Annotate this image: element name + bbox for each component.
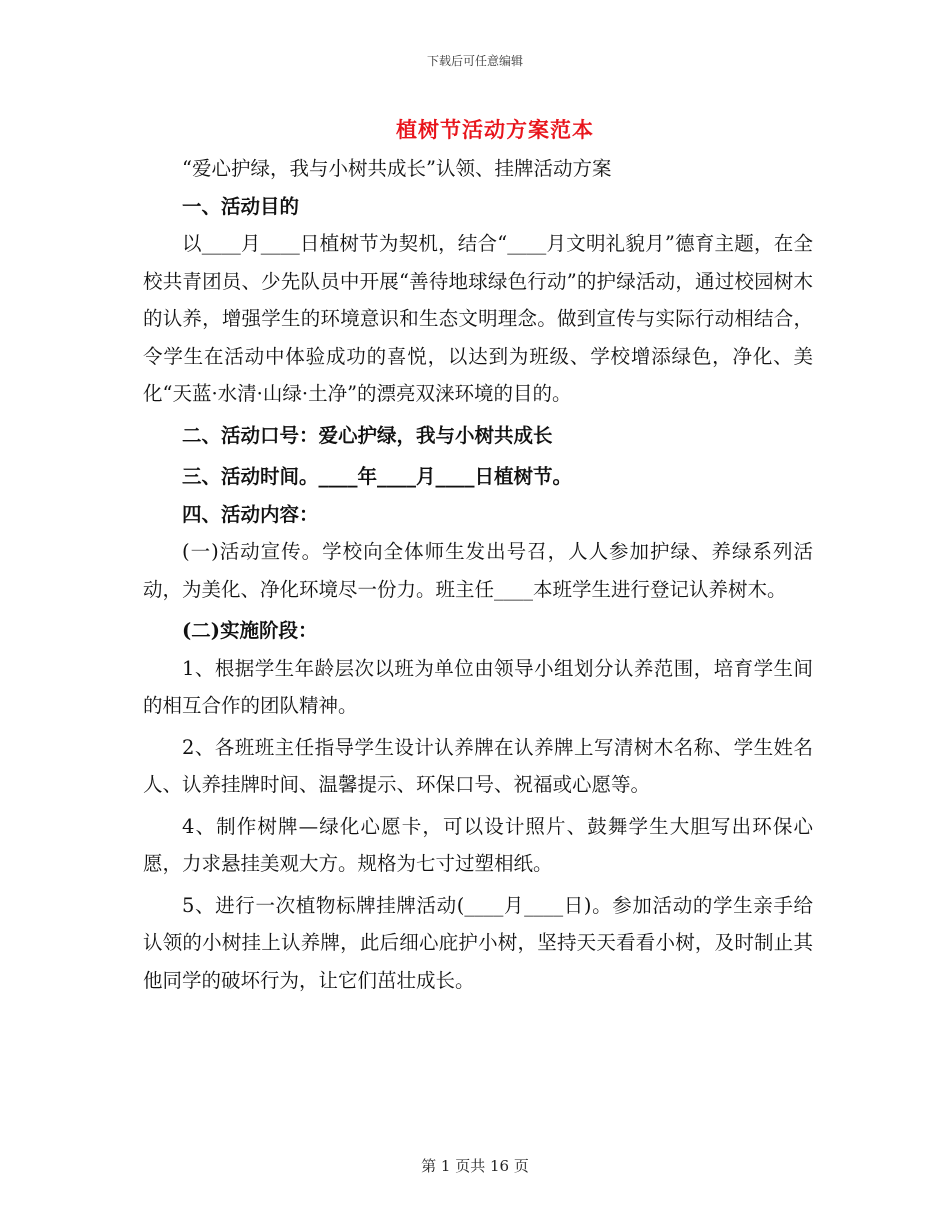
header-note: 下载后可任意编辑 xyxy=(426,54,523,68)
section-4-heading: 四、活动内容： xyxy=(182,502,319,526)
list-item: 5、进行一次植物标牌挂牌活动(____月____日)。参加活动的学生亲手给认领的小树挂上认养牌，此后细心庇护小树，坚持天天看看小树，及时制止其他同学的破坏行为，让它们茁壮成长。 xyxy=(143,893,813,992)
list-item: 2、各班班主任指导学生设计认养牌在认养牌上写清树木名称、学生姓名人、认养挂牌时间、温馨提示、环保口号、祝福或心愿等。 xyxy=(143,735,813,796)
list-item: 1、根据学生年龄层次以班为单位由领导小组划分认养范围，培育学生间的相互合作的团队精神。 xyxy=(143,656,813,717)
section-4-part-2-heading: (二)实施阶段： xyxy=(182,619,318,642)
page-number-footer: 第 1 页共 16 页 xyxy=(421,1157,529,1175)
section-1-heading: 一、活动目的 xyxy=(182,194,300,218)
section-2-heading: 二、活动口号：爱心护绿，我与小树共成长 xyxy=(182,423,553,447)
section-4-part-1: (一)活动宣传。学校向全体师生发出号召，人人参加护绿、养绿系列活动，为美化、净化环境尽一份力。班主任____本班学生进行登记认养树木。 xyxy=(143,540,813,601)
list-item: 4、制作树牌—绿化心愿卡，可以设计照片、鼓舞学生大胆写出环保心愿，力求悬挂美观大方。规格为七寸过塑相纸。 xyxy=(143,814,813,875)
section-3-heading: 三、活动时间。____年____月____日植树节。 xyxy=(182,465,573,488)
section-1-body: 以____月____日植树节为契机，结合“____月文明礼貌月”德育主题，在全校共青团员、少先队员中开展“善待地球绿色行动”的护绿活动，通过校园树木的认养，增强学生的环境意识和生态文明理念。做到宣传与实际行动相结合，令学生在活动中体验成功的喜悦，以达到为班级、学校增添绿色，净化、美化“天蓝·水清·山绿·土净”的漂亮双涞环境的目的。 xyxy=(143,232,813,405)
document-subtitle: “爱心护绿，我与小树共成长”认领、挂牌活动方案 xyxy=(182,157,612,180)
document-title: 植树节活动方案范本 xyxy=(396,117,594,142)
document-body xyxy=(143,150,813,999)
